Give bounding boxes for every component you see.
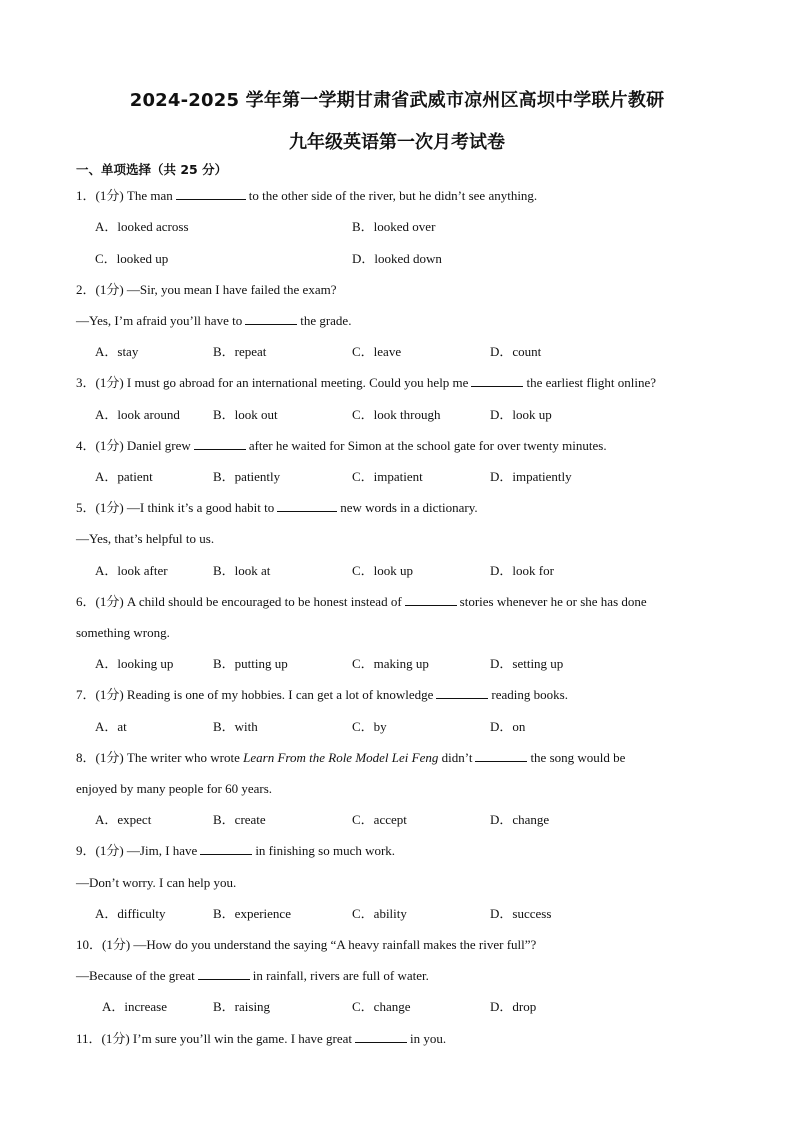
question-text: in rainfall, rivers are full of water. <box>252 968 429 983</box>
question-text: in finishing so much work. <box>255 843 396 858</box>
question-2-line2 <box>76 313 351 329</box>
option-a: A．look after <box>95 563 168 578</box>
answer-blank <box>194 438 246 450</box>
option-c: C．making up <box>352 656 429 671</box>
answer-blank <box>277 500 337 512</box>
question-10-line2 <box>76 968 429 984</box>
option-c: C．change <box>352 999 411 1014</box>
option-d: D．setting up <box>490 656 564 671</box>
question-text: stories whenever he or she has done <box>459 594 647 609</box>
question-6-line2: something wrong. <box>76 625 170 640</box>
question-text: the song would be <box>530 750 626 765</box>
option-d: D．impatiently <box>490 469 572 484</box>
option-c: C．by <box>352 719 387 734</box>
question-text: 5．(1分) —I think it’s a good habit to <box>76 500 275 515</box>
answer-blank <box>475 750 527 762</box>
question-10: 10．(1分) —How do you understand the saying “A heavy rainfall makes the river full”? <box>76 937 537 952</box>
question-text: 8．(1分) The writer who wrote <box>76 750 240 765</box>
answer-blank <box>471 375 523 387</box>
option-b: B．repeat <box>213 344 267 359</box>
exam-title-line2: 九年级英语第一次月考试卷 <box>289 132 505 153</box>
question-9-line2: —Don’t worry. I can help you. <box>76 875 237 890</box>
exam-title-line1: 2024-2025 学年第一学期甘肃省武威市凉州区高坝中学联片教研 <box>129 90 665 111</box>
option-a: A．expect <box>95 812 152 827</box>
answer-blank <box>355 1031 407 1043</box>
answer-blank <box>436 687 488 699</box>
question-8-line2: enjoyed by many people for 60 years. <box>76 781 273 796</box>
option-a: A．patient <box>95 469 153 484</box>
option-c: C．impatient <box>352 469 423 484</box>
question-text: —Yes, I’m afraid you’ll have to <box>76 313 243 328</box>
question-text: after he waited for Simon at the school gate for over twenty minutes. <box>248 438 607 453</box>
option-c: C．ability <box>352 906 407 921</box>
question-2: 2．(1分) —Sir, you mean I have failed the exam? <box>76 282 337 297</box>
question-text: —Because of the great <box>76 968 195 983</box>
option-a: A．looking up <box>95 656 174 671</box>
question-text: in you. <box>410 1031 447 1046</box>
option-d: D．on <box>490 719 526 734</box>
answer-blank <box>198 968 250 980</box>
option-b: B．with <box>213 719 258 734</box>
question-5-line2: —Yes, that’s helpful to us. <box>76 531 215 546</box>
question-text: new words in a dictionary. <box>340 500 478 515</box>
answer-blank <box>245 313 297 325</box>
question-text: the earliest flight online? <box>526 375 657 390</box>
book-title: Learn From the Role Model Lei Feng <box>243 750 439 765</box>
option-c: C．accept <box>352 812 407 827</box>
question-text: 3．(1分) I must go abroad for an international meeting. Could you help me <box>76 375 469 390</box>
question-5 <box>76 500 478 516</box>
option-a: A．increase <box>102 999 167 1014</box>
option-b: B．experience <box>213 906 291 921</box>
option-a: A．stay <box>95 344 139 359</box>
question-text: 6．(1分) A child should be encouraged to be honest instead of <box>76 594 402 609</box>
option-d: D．success <box>490 906 552 921</box>
question-text: 7．(1分) Reading is one of my hobbies. I can get a lot of knowledge <box>76 687 434 702</box>
option-c: C．look up <box>352 563 414 578</box>
option-b: B．look at <box>213 563 271 578</box>
question-text: to the other side of the river, but he didn’t see anything. <box>248 188 538 203</box>
question-text: 11．(1分) I’m sure you’ll win the game. I have great <box>76 1031 353 1046</box>
question-1 <box>76 188 537 204</box>
option-d: D．drop <box>490 999 537 1014</box>
option-d: D．change <box>490 812 550 827</box>
answer-blank <box>405 594 457 606</box>
question-text: the grade. <box>300 313 352 328</box>
option-b: B．raising <box>213 999 271 1014</box>
answer-blank <box>200 843 252 855</box>
option-a: A．difficulty <box>95 906 166 921</box>
option-a: A．at <box>95 719 127 734</box>
question-4 <box>76 438 607 454</box>
answer-blank <box>176 188 246 200</box>
question-7 <box>76 687 568 703</box>
option-b: B．look out <box>213 407 278 422</box>
option-c: C．looked up <box>95 251 169 266</box>
question-text: 1．(1分) The man <box>76 188 173 203</box>
option-d: D．look up <box>490 407 552 422</box>
option-d: D．looked down <box>352 251 442 266</box>
question-6 <box>76 594 647 610</box>
question-9 <box>76 843 395 859</box>
option-b: B．looked over <box>352 219 436 234</box>
question-3 <box>76 375 656 391</box>
option-b: B．patiently <box>213 469 281 484</box>
option-c: C．look through <box>352 407 441 422</box>
question-11 <box>76 1031 446 1047</box>
question-text: 9．(1分) —Jim, I have <box>76 843 198 858</box>
option-d: D．look for <box>490 563 554 578</box>
question-8 <box>76 750 625 766</box>
option-b: B．putting up <box>213 656 288 671</box>
option-a: A．look around <box>95 407 180 422</box>
option-a: A．looked across <box>95 219 189 234</box>
section-heading: 一、单项选择（共 25 分） <box>76 162 228 177</box>
question-text: 4．(1分) Daniel grew <box>76 438 191 453</box>
option-b: B．create <box>213 812 266 827</box>
question-text: reading books. <box>491 687 568 702</box>
question-text: didn’t <box>441 750 473 765</box>
option-c: C．leave <box>352 344 402 359</box>
option-d: D．count <box>490 344 542 359</box>
